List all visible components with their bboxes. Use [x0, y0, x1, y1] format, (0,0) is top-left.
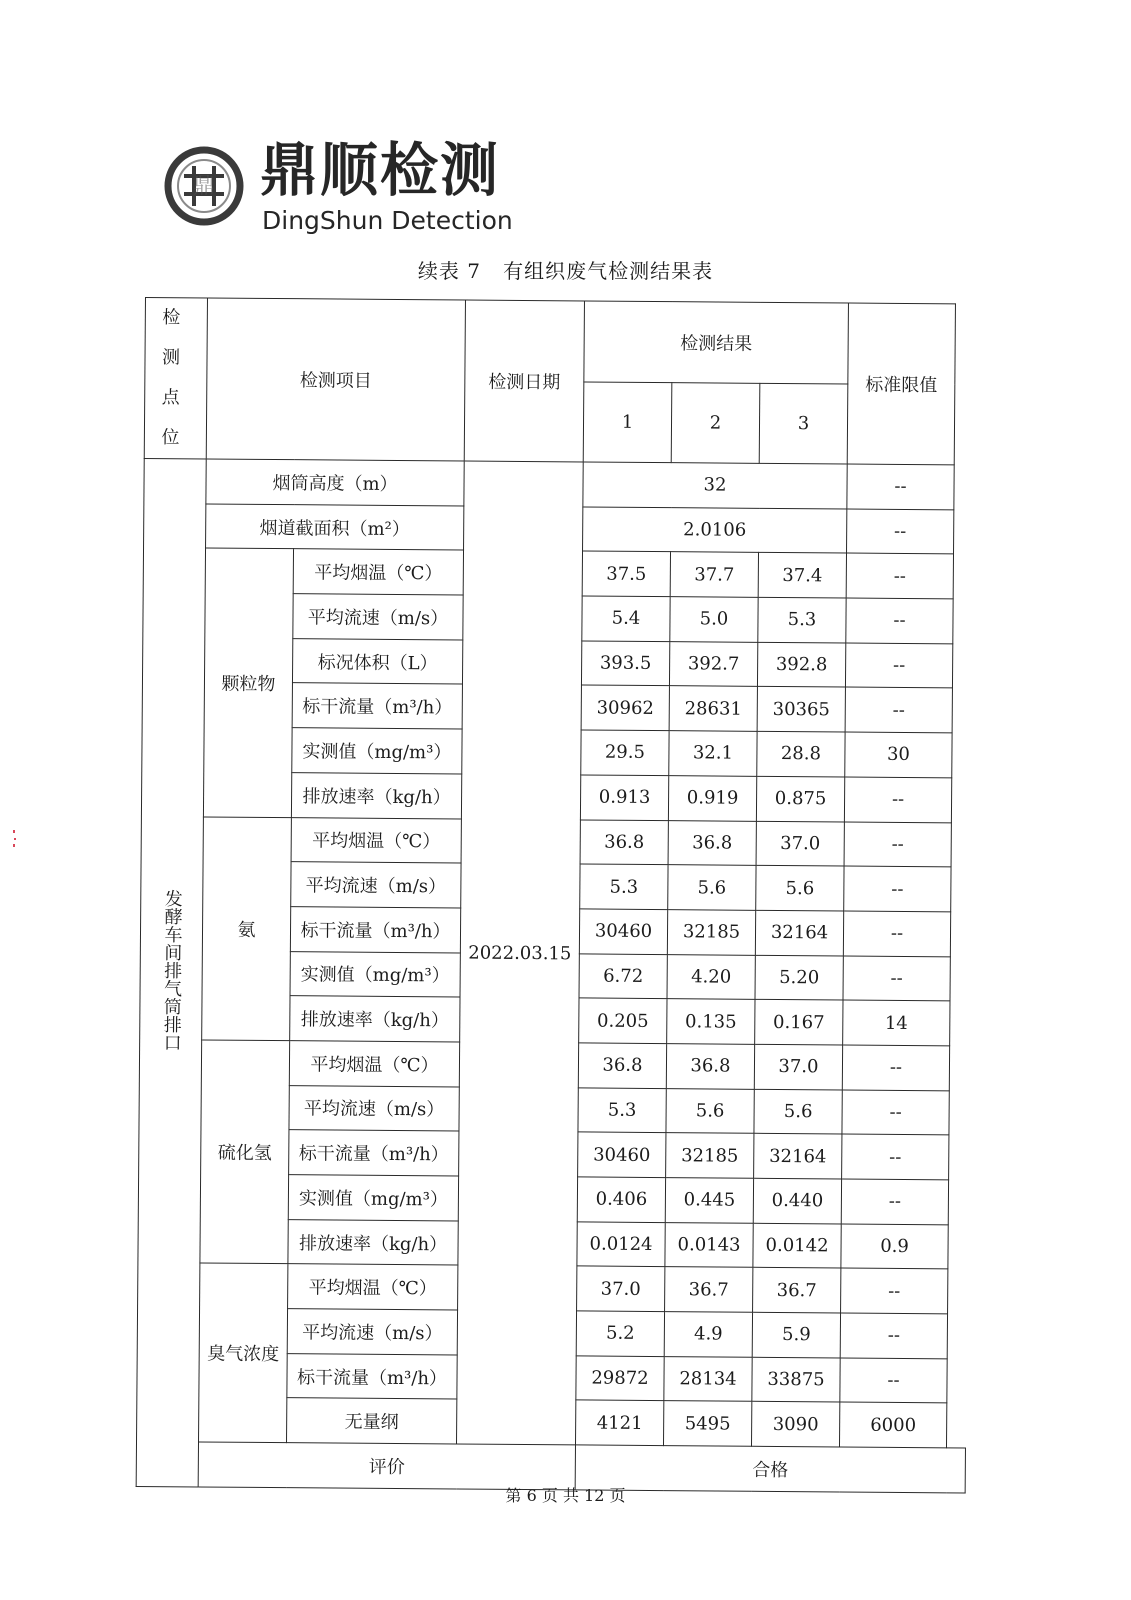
limit-value: 6000 — [840, 1402, 947, 1448]
parameter-label: 排放速率（kg/h） — [290, 996, 460, 1042]
limit-value: -- — [844, 777, 951, 823]
parameter-label: 平均流速（m/s） — [289, 1085, 459, 1131]
header-run-3: 3 — [759, 383, 848, 464]
result-value-run-2: 5.0 — [670, 597, 758, 642]
limit-value: -- — [842, 1090, 949, 1136]
parameter-label: 平均流速（m/s） — [291, 862, 461, 908]
result-value-run-2: 0.445 — [665, 1178, 753, 1223]
header-point: 检测点位 — [144, 298, 207, 459]
limit-value: -- — [845, 643, 952, 689]
result-value-run-3: 0.875 — [756, 776, 844, 821]
limit-value: -- — [846, 598, 953, 644]
parameter-label: 标况体积（L） — [292, 638, 462, 684]
result-value-run-2: 4.9 — [664, 1312, 752, 1357]
result-value-run-2: 36.8 — [668, 820, 756, 865]
scan-speck-icon — [12, 830, 17, 848]
point-name-cell — [136, 458, 206, 1486]
limit-value: -- — [846, 553, 953, 599]
result-value-run-1: 29872 — [576, 1356, 664, 1401]
result-value-run-1: 30460 — [578, 1132, 666, 1177]
header-run-2: 2 — [671, 382, 760, 463]
sample-date: 2022.03.15 — [457, 461, 584, 1445]
result-value-run-3: 0.0142 — [753, 1223, 841, 1268]
header-results: 检测结果 — [584, 301, 849, 384]
result-value-run-3: 0.167 — [755, 1000, 843, 1045]
parameter-label: 实测值（mg/m³） — [288, 1175, 458, 1221]
result-value-run-2: 32.1 — [669, 731, 757, 776]
header-run-1: 1 — [583, 381, 672, 462]
logo-chinese-name: 鼎顺检测 — [260, 136, 501, 204]
result-value-run-1: 4121 — [575, 1400, 663, 1445]
result-value-run-1: 37.0 — [577, 1266, 665, 1311]
result-value-run-1: 37.5 — [582, 551, 670, 596]
result-value-run-3: 37.0 — [756, 821, 844, 866]
result-value-run-3: 36.7 — [753, 1268, 841, 1313]
emission-results-table — [136, 297, 975, 1493]
parameter-label: 排放速率（kg/h） — [291, 772, 461, 818]
limit-value: -- — [844, 822, 951, 868]
result-value-run-3: 5.20 — [755, 955, 843, 1000]
page-footer: 第 6 页 共 12 页 — [505, 1486, 626, 1505]
result-value-run-2: 0.0143 — [665, 1222, 753, 1267]
parameter-label: 平均烟温（℃） — [288, 1264, 458, 1310]
parameter-label: 实测值（mg/m³） — [292, 728, 462, 774]
result-value-run-3: 28.8 — [757, 731, 845, 776]
parameter-label: 平均流速（m/s） — [287, 1309, 457, 1355]
flue-area-label: 烟道截面积（m²） — [206, 504, 464, 551]
limit-value: -- — [841, 1268, 948, 1314]
result-value-run-3: 37.0 — [754, 1044, 842, 1089]
parameter-label: 平均烟温（℃） — [293, 549, 463, 595]
result-value-run-2: 4.20 — [667, 954, 755, 999]
result-value-run-2: 36.7 — [665, 1267, 753, 1312]
result-value-run-2: 32185 — [667, 909, 755, 954]
parameter-label: 平均烟温（℃） — [291, 817, 461, 863]
result-value-run-1: 30460 — [579, 909, 667, 954]
result-value-run-1: 30962 — [581, 685, 669, 730]
header-limit: 标准限值 — [847, 303, 955, 465]
result-value-run-1: 0.0124 — [577, 1222, 665, 1267]
stack-height-label: 烟筒高度（m） — [206, 459, 464, 506]
result-value-run-3: 392.8 — [757, 642, 845, 687]
result-value-run-2: 0.919 — [668, 775, 756, 820]
limit-value: -- — [843, 956, 950, 1002]
group-name: 硫化氢 — [200, 1040, 290, 1264]
result-value-run-3: 5.9 — [752, 1312, 840, 1357]
logo-mark-icon — [162, 136, 246, 236]
point-name: 发酵车间排气筒排口 — [160, 889, 183, 1052]
result-value-run-2: 5495 — [663, 1401, 751, 1446]
result-value-run-1: 36.8 — [578, 1043, 666, 1088]
logo-english-name: DingShun Detection — [262, 206, 513, 235]
limit-value: 14 — [843, 1000, 950, 1046]
result-value-run-2: 32185 — [666, 1133, 754, 1178]
result-value-run-3: 32164 — [755, 910, 843, 955]
limit-value: -- — [845, 687, 952, 733]
parameter-label: 标干流量（m³/h） — [287, 1353, 457, 1399]
flue-area-value: 2.0106 — [583, 507, 847, 554]
limit-value: -- — [842, 1134, 949, 1180]
limit-value: -- — [844, 866, 951, 912]
result-value-run-3: 0.440 — [753, 1178, 841, 1223]
result-value-run-1: 0.205 — [579, 998, 667, 1043]
evaluation-value: 合格 — [575, 1445, 965, 1493]
result-value-run-3: 5.6 — [756, 866, 844, 911]
result-value-run-1: 6.72 — [579, 953, 667, 998]
limit-value: 0.9 — [841, 1224, 948, 1270]
result-value-run-2: 28631 — [669, 686, 757, 731]
parameter-label: 实测值（mg/m³） — [290, 951, 460, 997]
parameter-label: 无量纲 — [287, 1398, 457, 1444]
result-value-run-1: 5.3 — [580, 864, 668, 909]
result-value-run-2: 5.6 — [668, 865, 756, 910]
header-item: 检测项目 — [206, 298, 465, 461]
stack-height-limit: -- — [847, 464, 954, 510]
result-value-run-3: 5.3 — [758, 597, 846, 642]
result-value-run-1: 29.5 — [581, 730, 669, 775]
limit-value: 30 — [845, 732, 952, 778]
result-value-run-3: 33875 — [752, 1357, 840, 1402]
result-value-run-3: 30365 — [757, 687, 845, 732]
group-name: 臭气浓度 — [199, 1263, 288, 1442]
limit-value: -- — [842, 1045, 949, 1091]
result-value-run-1: 5.2 — [576, 1311, 664, 1356]
parameter-label: 标干流量（m³/h） — [289, 1130, 459, 1176]
parameter-label: 排放速率（kg/h） — [288, 1219, 458, 1265]
limit-value: -- — [841, 1179, 948, 1225]
result-value-run-2: 36.8 — [666, 1044, 754, 1089]
stack-height-value: 32 — [583, 462, 847, 509]
result-value-run-1: 0.913 — [580, 775, 668, 820]
header-date: 检测日期 — [464, 300, 584, 462]
logo-mark-glyph: 鼎 — [192, 174, 216, 199]
result-value-run-1: 0.406 — [577, 1177, 665, 1222]
group-name: 颗粒物 — [203, 548, 293, 817]
result-value-run-1: 393.5 — [581, 641, 669, 686]
parameter-label: 标干流量（m³/h） — [290, 907, 460, 953]
group-name: 氨 — [202, 816, 292, 1040]
flue-area-limit: -- — [847, 509, 954, 555]
limit-value: -- — [840, 1313, 947, 1359]
result-value-run-3: 5.6 — [754, 1089, 842, 1134]
result-value-run-3: 37.4 — [758, 553, 846, 598]
evaluation-label: 评价 — [198, 1442, 575, 1490]
result-value-run-1: 36.8 — [580, 819, 668, 864]
result-value-run-3: 3090 — [751, 1402, 839, 1447]
result-value-run-1: 5.3 — [578, 1088, 666, 1133]
result-value-run-3: 32164 — [754, 1134, 842, 1179]
parameter-label: 平均烟温（℃） — [289, 1041, 459, 1087]
limit-value: -- — [840, 1358, 947, 1404]
result-value-run-2: 37.7 — [670, 552, 758, 597]
result-value-run-1: 5.4 — [582, 596, 670, 641]
result-value-run-2: 0.135 — [667, 999, 755, 1044]
result-value-run-2: 5.6 — [666, 1088, 754, 1133]
result-value-run-2: 28134 — [664, 1356, 752, 1401]
table-caption: 续表 7 有组织废气检测结果表 — [417, 259, 714, 283]
parameter-label: 平均流速（m/s） — [293, 594, 463, 640]
limit-value: -- — [843, 911, 950, 957]
company-logo — [162, 136, 522, 246]
parameter-label: 标干流量（m³/h） — [292, 683, 462, 729]
result-value-run-2: 392.7 — [669, 641, 757, 686]
